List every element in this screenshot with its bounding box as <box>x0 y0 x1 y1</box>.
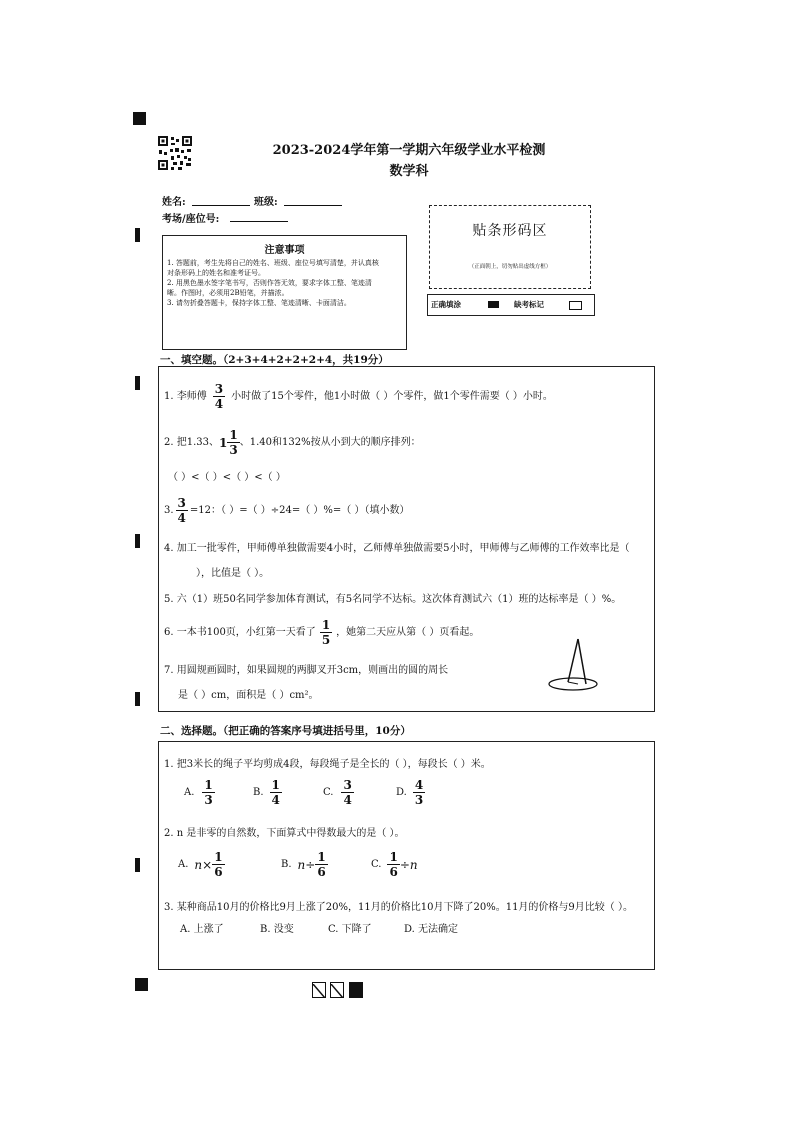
barcode-note: （正面朝上，切勿贴出虚线方框） <box>468 264 552 270</box>
question-1-7: 7. 用圆规画圆时，如果圆规的两脚叉开3cm，则画出的圆的周长 <box>164 665 449 676</box>
page-marker-filled-box <box>349 982 363 998</box>
option-c[interactable]: C. 下降了 <box>328 924 372 935</box>
page-marker-slashed-box <box>312 982 326 998</box>
corner-mark-bottom-left <box>135 978 148 991</box>
question-1-2-answer-row[interactable]: （ ）<（ ）<（ ）<（ ） <box>168 472 286 483</box>
option-a[interactable]: A. n× $\frac{1}{6}$ <box>178 850 223 879</box>
question-1-4-cont: ），比值是（ ）。 <box>196 568 270 579</box>
seat-label: 考场/座位号: <box>162 214 220 225</box>
question-1-6: 6. 一本书100页，小红第一天看了 $\frac{1}{5}$ ，她第二天应从第（ ）页看起。 <box>164 618 480 647</box>
question-1-1: 1. 李师傅 $\frac{3}{4}$ 小时做了15个零件，他1小时做（ ）个零件，做1个零件需要（ ）小时。 <box>164 382 553 411</box>
notice-title: 注意事项 <box>264 245 305 256</box>
option-b[interactable]: B. $\frac{1}{4}$ <box>253 778 280 807</box>
page-marker-slashed-box <box>330 982 344 998</box>
side-mark <box>135 534 140 548</box>
class-field[interactable] <box>284 205 342 206</box>
question-2-3: 3. 某种商品10月的价格比9月上涨了20%，11月的价格比10月下降了20%。11月的价格与9月比较（ ）。 <box>164 902 633 913</box>
correct-fill-sample <box>488 301 499 308</box>
fill-legend-box <box>427 294 595 316</box>
section1-title: 一、填空题。（2+3+4+2+2+2+4，共19分） <box>160 354 389 366</box>
option-d[interactable]: D. 无法确定 <box>404 924 459 935</box>
option-c[interactable]: C. $\frac{1}{6}$ ÷n <box>371 850 418 879</box>
barcode-title: 贴条形码区 <box>472 223 548 239</box>
side-mark <box>135 228 140 242</box>
question-2-1: 1. 把3米长的绳子平均剪成4段，每段绳子是全长的（ ），每段长（ ）米。 <box>164 759 491 770</box>
notice-box <box>162 235 407 350</box>
barcode-area <box>429 205 591 289</box>
side-mark <box>135 858 140 872</box>
fraction: $\frac{3}{4}$ <box>177 496 186 525</box>
option-d[interactable]: D. $\frac{4}{3}$ <box>396 778 424 807</box>
option-a[interactable]: A. 上涨了 <box>180 924 224 935</box>
notice-line: 晰。作图时，必须用2B铅笔，并描浓。 <box>167 289 289 297</box>
side-mark <box>135 376 140 390</box>
name-field[interactable] <box>192 205 250 206</box>
option-a[interactable]: A. $\frac{1}{3}$ <box>184 778 213 807</box>
notice-lines <box>163 256 406 310</box>
missing-mark-checkbox[interactable] <box>569 301 582 310</box>
option-b[interactable]: B. 没变 <box>260 924 294 935</box>
side-mark <box>135 692 140 706</box>
corner-mark-top-left <box>133 112 146 125</box>
question-2-2: 2. n 是非零的自然数，下面算式中得数最大的是（ ）。 <box>164 828 405 839</box>
fraction: $\frac{3}{4}$ <box>214 382 224 411</box>
question-1-7-cont: 是（ ）cm，面积是（ ）cm²。 <box>178 690 319 701</box>
class-label: 班级: <box>254 197 278 208</box>
notice-line: 3. 请勿折叠答题卡，保持字体工整、笔迹清晰、卡面清洁。 <box>167 299 351 307</box>
correct-fill-label: 正确填涂 <box>431 300 461 309</box>
notice-line: 对条形码上的姓名和准考证号。 <box>167 269 265 277</box>
question-1-3: 3. $\frac{3}{4}$ =12：（ ）=（ ）÷24=（ ）%=（ ）（填小数） <box>164 496 410 525</box>
exam-subject: 数学科 <box>389 164 429 179</box>
notice-line: 2. 用黑色墨水签字笔书写，否则作答无效，要求字体工整、笔迹清 <box>167 279 372 287</box>
compass-diagram <box>546 636 604 694</box>
name-label: 姓名: <box>162 197 186 208</box>
notice-line: 1. 答题前，考生先将自己的姓名、班级、座位号填写清楚，并认真核 <box>167 259 379 267</box>
option-c[interactable]: C. $\frac{3}{4}$ <box>323 778 352 807</box>
exam-title: 2023-2024学年第一学期六年级学业水平检测 <box>272 143 546 158</box>
fraction: $\frac{1}{5}$ <box>321 618 331 647</box>
question-1-4: 4. 加工一批零件，甲师傅单独做需要4小时，乙师傅单独做需要5小时，甲师傅与乙师傅的工作效率比是（ <box>164 543 630 554</box>
question-1-2: 2. 把1.33、 1 $\frac{1}{3}$ 、1.40和132%按从小到大的顺序排列： <box>164 428 421 457</box>
mixed-number: 1 $\frac{1}{3}$ <box>219 428 238 457</box>
missing-mark-label: 缺考标记 <box>514 300 544 309</box>
question-1-5: 5. 六（1）班50名同学参加体育测试，有5名同学不达标。这次体育测试六（1）班的达标率是（ ）%。 <box>164 594 622 605</box>
section2-title: 二、选择题。（把正确的答案序号填进括号里，10分） <box>160 725 411 737</box>
option-b[interactable]: B. n÷ $\frac{1}{6}$ <box>281 850 326 879</box>
seat-field[interactable] <box>230 221 288 222</box>
